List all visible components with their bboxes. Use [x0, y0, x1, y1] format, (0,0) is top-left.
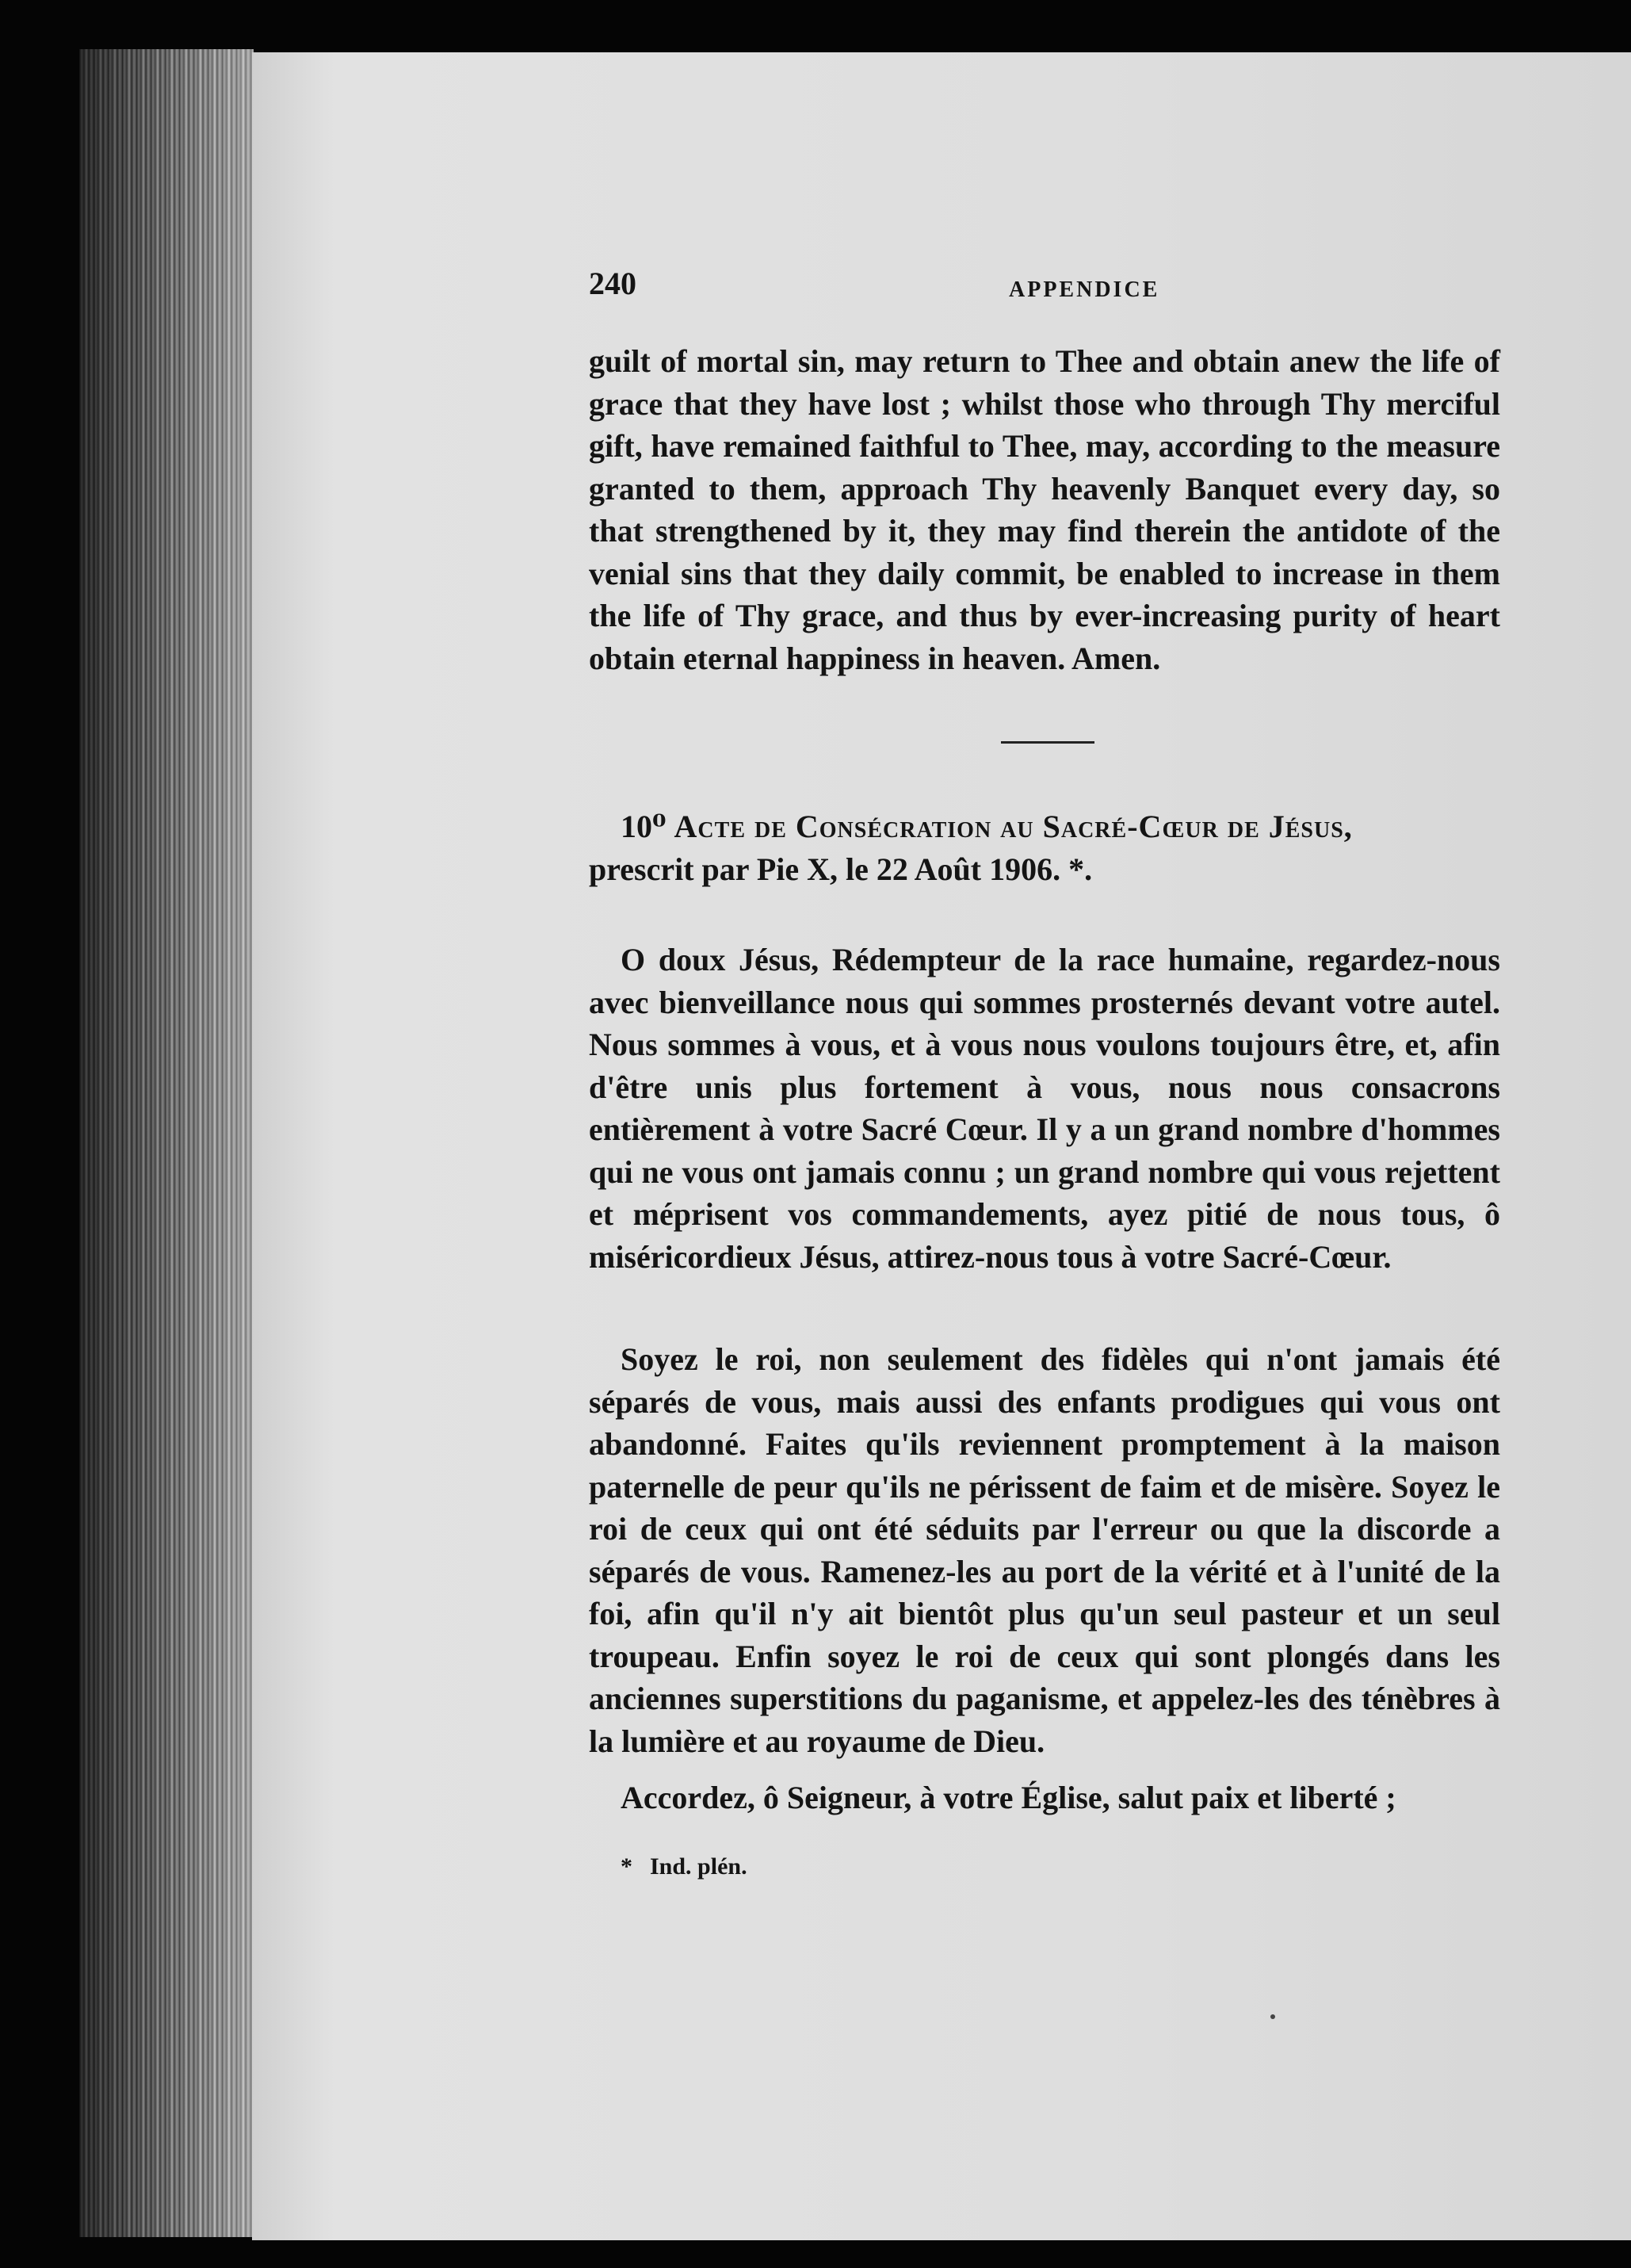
section-number: 10⁰ [621, 809, 667, 844]
paragraph-accordez: Accordez, ô Seigneur, à votre Église, salut paix et liberté ; [621, 1780, 1396, 1815]
section-title [589, 805, 1500, 890]
section-title-smallcaps: Acte de Consécration au Sacré-Cœur de Jésus, [674, 809, 1353, 844]
book-page-edges [79, 49, 254, 2237]
footnote [621, 1845, 747, 1888]
dust-speck [1270, 2014, 1275, 2019]
page-header: APPENDICE [1009, 277, 1160, 302]
paragraph-english-prayer: guilt of mortal sin, may return to Thee and obtain anew the life of grace that they have lost ; whilst those who through Thy merciful gift, have remained faithful to Thee, may, according to the measure granted to them, approach Thy heavenly Banquet every day, so that strengthened by it, they may find therein the antidote of the venial sins that they daily commit, be enabled to increase in them the life of Thy grace, and thus by ever-increasing purity of heart obtain eternal happiness in heaven. Amen. [589, 343, 1500, 676]
footnote-text: Ind. plén. [650, 1853, 747, 1880]
page-number: 240 [589, 266, 636, 301]
paragraph-soyez-le-roi: Soyez le roi, non seulement des fidèles qui n'ont jamais été séparés de vous, mais aussi des enfants prodigues qui vous ont abandonné. Faites qu'ils reviennent promptement à la maison paternelle de peur qu'ils ne périssent de faim et de misère. Soyez le roi de ceux qui ont été séduits par l'erreur ou que la discorde a séparés de vous. Ramenez-les au port de la vérité et à l'unité de la foi, afin qu'il n'y ait bientôt plus qu'un seul pasteur et un seul troupeau. Enfin soyez le roi de ceux qui sont plongés dans les anciennes superstitions du paganisme, et appelez-les des ténèbres à la lumière et au royaume de Dieu. [589, 1341, 1500, 1759]
paragraph-doux-jesus: O doux Jésus, Rédempteur de la race humaine, regardez-nous avec bienveillance nous qui sommes prosternés devant votre autel. Nous sommes à vous, et à vous nous voulons toujours être, et, afin d'être unis plus fortement à vous, nous nous consacrons entièrement à votre Sacré Cœur. Il y a un grand nombre d'hommes qui ne vous ont jamais connu ; un grand nombre qui vous rejettent et méprisent vos commandements, ayez pitié de nous tous, ô miséricordieux Jésus, attirez-nous tous à votre Sacré-Cœur. [589, 942, 1500, 1275]
book-page [252, 52, 1631, 2240]
footnote-mark: * [621, 1853, 632, 1880]
running-head [589, 262, 1500, 310]
section-title-line [589, 805, 1500, 848]
section-title-rest: prescrit par Pie X, le 22 Août 1906. *. [589, 851, 1093, 887]
section-divider [1001, 741, 1094, 744]
